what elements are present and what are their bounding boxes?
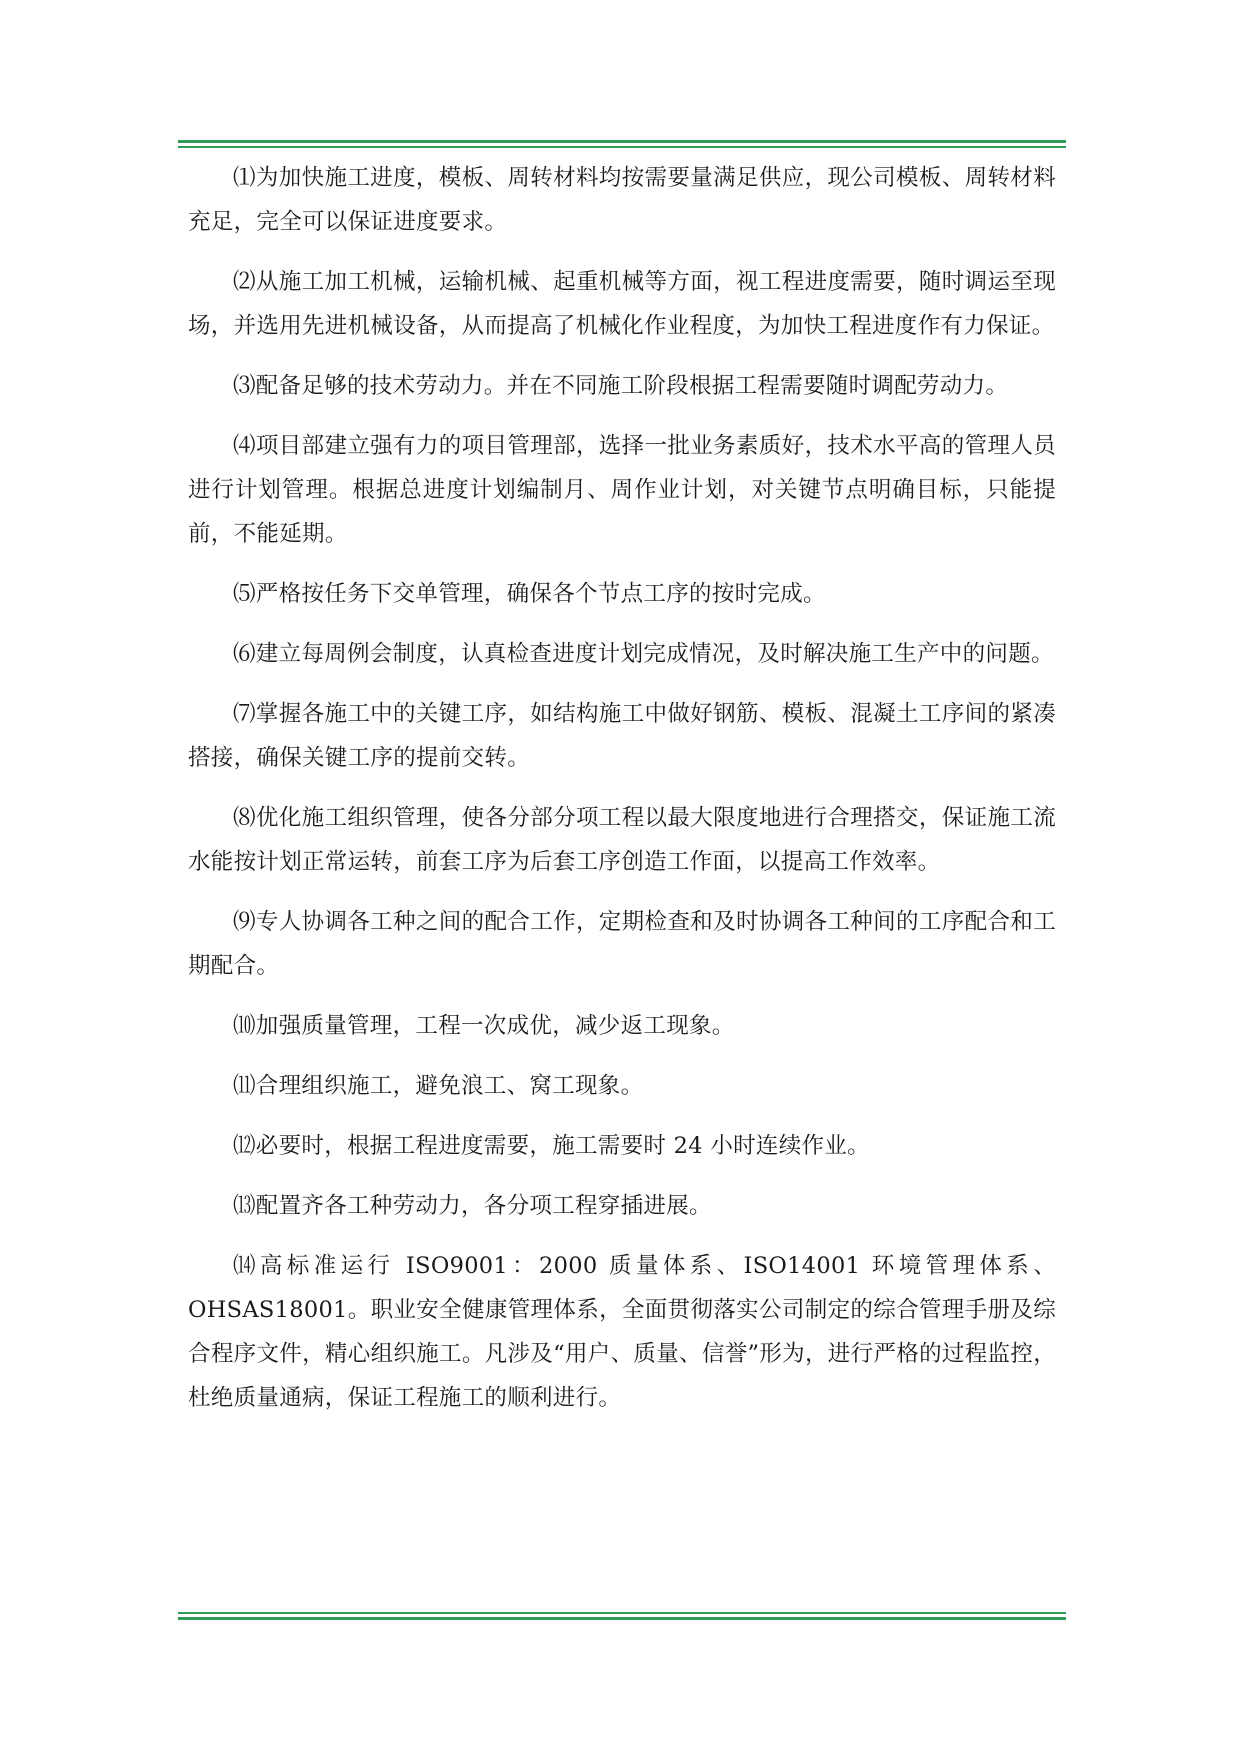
header-rule-thin-line [178, 146, 1066, 148]
paragraph-12: ⑿必要时，根据工程进度需要，施工需要时 24 小时连续作业。 [233, 1133, 870, 1159]
footer-rule-thin-line [178, 1612, 1066, 1614]
paragraph-11: ⑾合理组织施工，避免浪工、窝工现象。 [233, 1073, 644, 1099]
paragraph-10: ⑽加强质量管理，工程一次成优，减少返工现象。 [233, 1013, 735, 1039]
paragraph-4: ⑷项目部建立强有力的项目管理部，选择一批业务素质好，技术水平高的管理人员进行计划管理。根据总进度计划编制月、周作业计划，对关键节点明确目标，只能提前，不能延期。 [188, 433, 1056, 547]
paragraph-13: ⒀配置齐各工种劳动力，各分项工程穿插进展。 [233, 1193, 712, 1219]
paragraph-1: ⑴为加快施工进度，模板、周转材料均按需要量满足供应，现公司模板、周转材料充足，完全可以保证进度要求。 [188, 165, 1056, 235]
footer-rule [178, 1612, 1066, 1621]
paragraph-9: ⑼专人协调各工种之间的配合工作，定期检查和及时协调各工种间的工序配合和工期配合。 [188, 909, 1056, 979]
paragraph-5: ⑸严格按任务下交单管理，确保各个节点工序的按时完成。 [233, 581, 826, 607]
paragraph-14: ⒁高标准运行 ISO9001：2000 质量体系、ISO14001 环境管理体系、OHSAS18001。职业安全健康管理体系，全面贯彻落实公司制定的综合管理手册及综合程序文件，精心组织施工。凡涉及“用户、质量、信誉”形为，进行严格的过程监控，杜绝质量通病，保证工程施工的顺利进行。 [188, 1253, 1056, 1411]
footer-rule-thick-line [178, 1617, 1066, 1620]
paragraph-3: ⑶配备足够的技术劳动力。并在不同施工阶段根据工程需要随时调配劳动力。 [233, 373, 1009, 399]
paragraph-2: ⑵从施工加工机械，运输机械、起重机械等方面，视工程进度需要，随时调运至现场，并选用先进机械设备，从而提高了机械化作业程度，为加快工程进度作有力保证。 [188, 269, 1056, 339]
header-rule-thick-line [178, 140, 1066, 143]
paragraph-6: ⑹建立每周例会制度，认真检查进度计划完成情况，及时解决施工生产中的问题。 [233, 641, 1054, 667]
header-rule [178, 140, 1066, 149]
document-body [188, 156, 1056, 1436]
paragraph-7: ⑺掌握各施工中的关键工序，如结构施工中做好钢筋、模板、混凝土工序间的紧凑搭接，确保关键工序的提前交转。 [188, 701, 1056, 771]
paragraph-8: ⑻优化施工组织管理，使各分部分项工程以最大限度地进行合理搭交，保证施工流水能按计划正常运转，前套工序为后套工序创造工作面，以提高工作效率。 [188, 805, 1056, 875]
